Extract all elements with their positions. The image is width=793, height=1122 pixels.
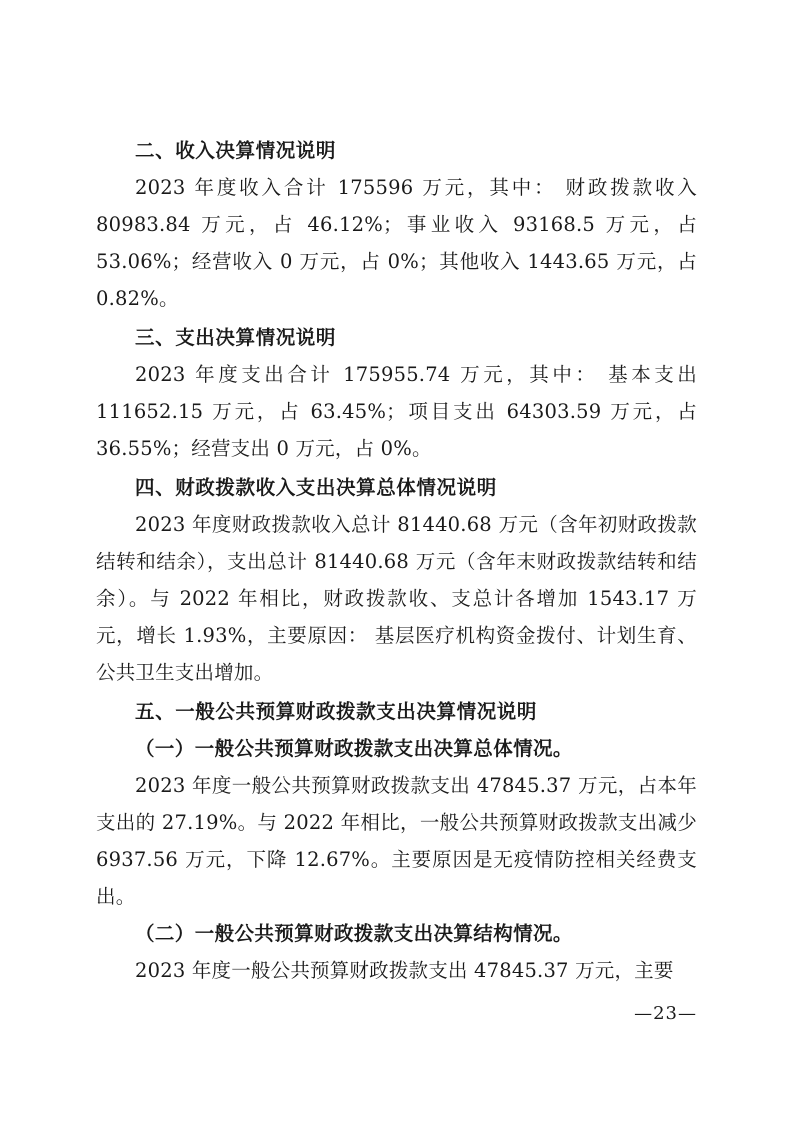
page-number: —23— [634, 1003, 697, 1024]
section-paragraph-income: 2023 年度收入合计 175596 万元，其中： 财政拨款收入 80983.84 万元，占 46.12%；事业收入 93168.5 万元，占 53.06%；经营收入 0 万元，占 0%；其他收入 1443.65 万元，占 0.82%。 [96, 176, 697, 310]
section-heading-general-public-budget: 五、一般公共预算财政拨款支出决算情况说明 [135, 700, 538, 723]
document-body [96, 132, 697, 989]
subsection-heading-structure-situation: （二）一般公共预算财政拨款支出决算结构情况。 [135, 922, 573, 945]
subsection-heading-overall-situation: （一）一般公共预算财政拨款支出决算总体情况。 [135, 737, 573, 760]
section-heading-expenditure: 三、支出决算情况说明 [135, 326, 337, 349]
section-paragraph-expenditure: 2023 年度支出合计 175955.74 万元，其中： 基本支出 111652.15 万元，占 63.45%；项目支出 64303.59 万元，占 36.55%；经营支出 0 万元，占 0%。 [96, 363, 697, 460]
section-paragraph-fiscal-appropriation-overall: 2023 年度财政拨款收入总计 81440.68 万元（含年初财政拨款结转和结余），支出总计 81440.68 万元（含年末财政拨款结转和结余）。与 2022 年相比，财政拨款收、支总计各增加 1543.17 万元，增长 1.93%，主要原因： 基层医疗机构资金拨付、计划生育、公共卫生支出增加。 [96, 513, 697, 684]
subsection-paragraph-structure-situation: 2023 年度一般公共预算财政拨款支出 47845.37 万元，主要 [135, 959, 674, 982]
section-heading-fiscal-appropriation-overall: 四、财政拨款收入支出决算总体情况说明 [135, 476, 497, 499]
subsection-paragraph-overall-situation: 2023 年度一般公共预算财政拨款支出 47845.37 万元，占本年支出的 27.19%。与 2022 年相比，一般公共预算财政拨款支出减少 6937.56 万元，下降 12.67%。主要原因是无疫情防控相关经费支出。 [96, 774, 697, 908]
section-heading-income: 二、收入决算情况说明 [135, 139, 337, 162]
